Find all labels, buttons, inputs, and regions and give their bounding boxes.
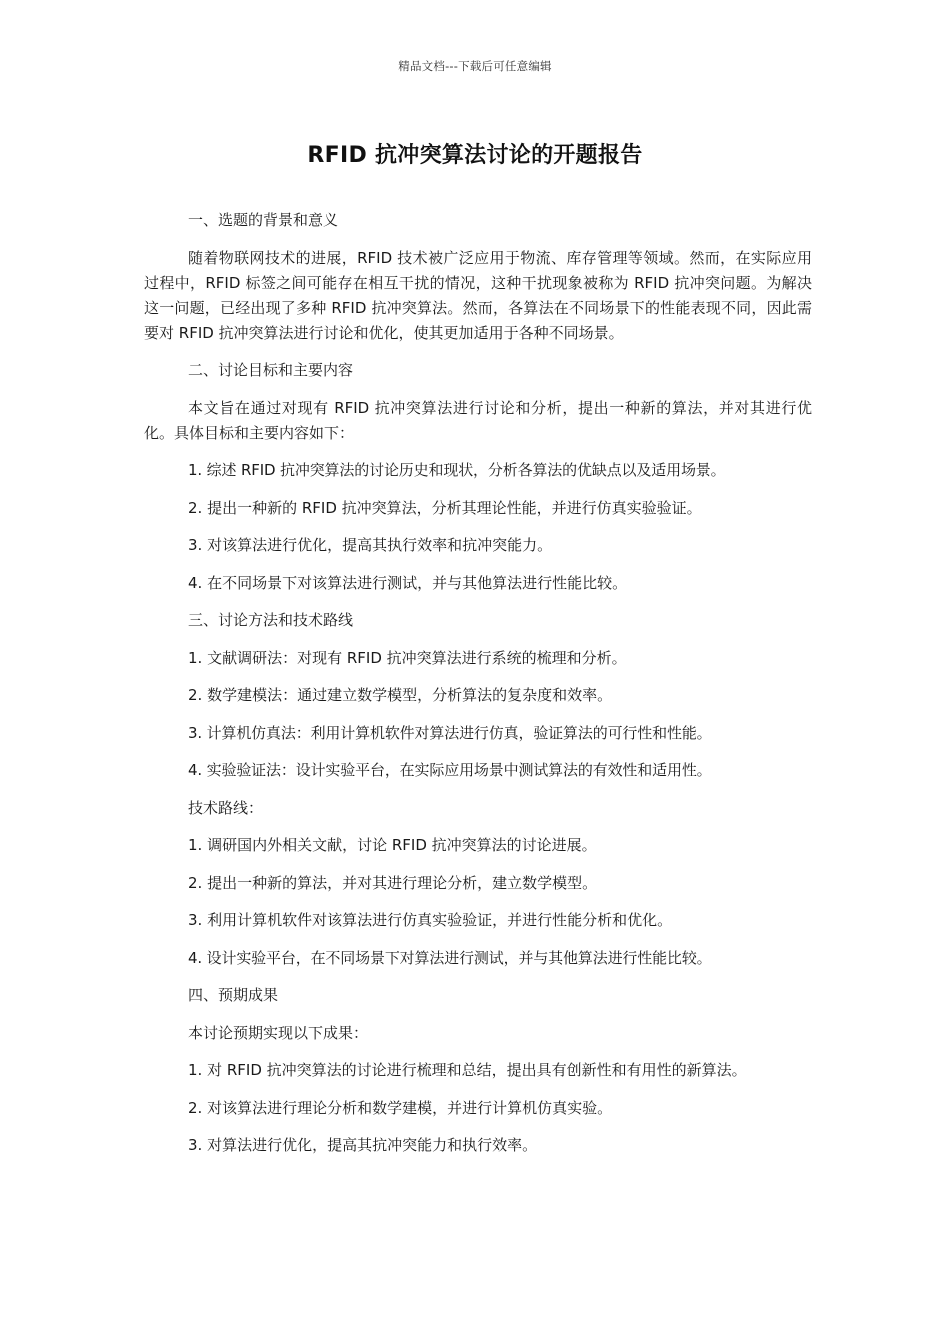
- document-title: RFID 抗冲突算法讨论的开题报告: [307, 143, 643, 168]
- section-heading-goals: 二、讨论目标和主要内容: [188, 361, 354, 379]
- section-heading-methods: 三、讨论方法和技术路线: [188, 611, 354, 629]
- outcomes-list-item: 3. 对算法进行优化，提高其抗冲突能力和执行效率。: [188, 1136, 538, 1154]
- route-list-item: 2. 提出一种新的算法，并对其进行理论分析，建立数学模型。: [188, 873, 598, 892]
- background-paragraph: 随着物联网技术的进展，RFID 技术被广泛应用于物流、库存管理等领域。然而，在实际应用过程中，RFID 标签之间可能存在相互干扰的情况，这种干扰现象被称为 RFID 抗冲突问题。为解决这一问题，已经出现了多种 RFID 抗冲突算法。然而，各算法在不同场景下的性能表现不同，因此需要对 RFID 抗冲突算法进行讨论和优化，使其更加适用于各种不同场景。: [144, 248, 812, 342]
- goals-list-item: 1. 综述 RFID 抗冲突算法的讨论历史和现状，分析各算法的优缺点以及适用场景。: [188, 461, 726, 479]
- goals-list-item: 2. 提出一种新的 RFID 抗冲突算法，分析其理论性能，并进行仿真实验验证。: [188, 498, 702, 517]
- outcomes-list-item: 1. 对 RFID 抗冲突算法的讨论进行梳理和总结，提出具有创新性和有用性的新算法。: [188, 1061, 747, 1079]
- technical-route-label: 技术路线：: [188, 798, 264, 817]
- goals-intro-paragraph: 本文旨在通过对现有 RFID 抗冲突算法进行讨论和分析，提出一种新的算法，并对其进行优化。具体目标和主要内容如下：: [144, 398, 812, 442]
- methods-list-item: 2. 数学建模法：通过建立数学模型，分析算法的复杂度和效率。: [188, 686, 613, 704]
- section-heading-background: 一、选题的背景和意义: [188, 211, 339, 229]
- route-list-item: 3. 利用计算机软件对该算法进行仿真实验验证，并进行性能分析和优化。: [188, 911, 673, 929]
- goals-list-item: 4. 在不同场景下对该算法进行测试，并与其他算法进行性能比较。: [188, 573, 628, 592]
- goals-list-item: 3. 对该算法进行优化，提高其执行效率和抗冲突能力。: [188, 536, 553, 554]
- methods-list-item: 4. 实验验证法：设计实验平台，在实际应用场景中测试算法的有效性和适用性。: [188, 761, 712, 779]
- methods-list-item: 3. 计算机仿真法：利用计算机软件对算法进行仿真，验证算法的可行性和性能。: [188, 723, 712, 742]
- methods-list-item: 1. 文献调研法：对现有 RFID 抗冲突算法进行系统的梳理和分析。: [188, 648, 627, 667]
- outcomes-list-item: 2. 对该算法进行理论分析和数学建模，并进行计算机仿真实验。: [188, 1098, 613, 1117]
- section-heading-outcomes: 四、预期成果: [188, 986, 279, 1004]
- document-body: [144, 208, 812, 1171]
- page-header: 精品文档---下载后可任意编辑: [398, 59, 552, 73]
- outcomes-intro-paragraph: 本讨论预期实现以下成果：: [188, 1023, 369, 1042]
- route-list-item: 1. 调研国内外相关文献，讨论 RFID 抗冲突算法的讨论进展。: [188, 836, 597, 854]
- route-list-item: 4. 设计实验平台，在不同场景下对算法进行测试，并与其他算法进行性能比较。: [188, 948, 712, 967]
